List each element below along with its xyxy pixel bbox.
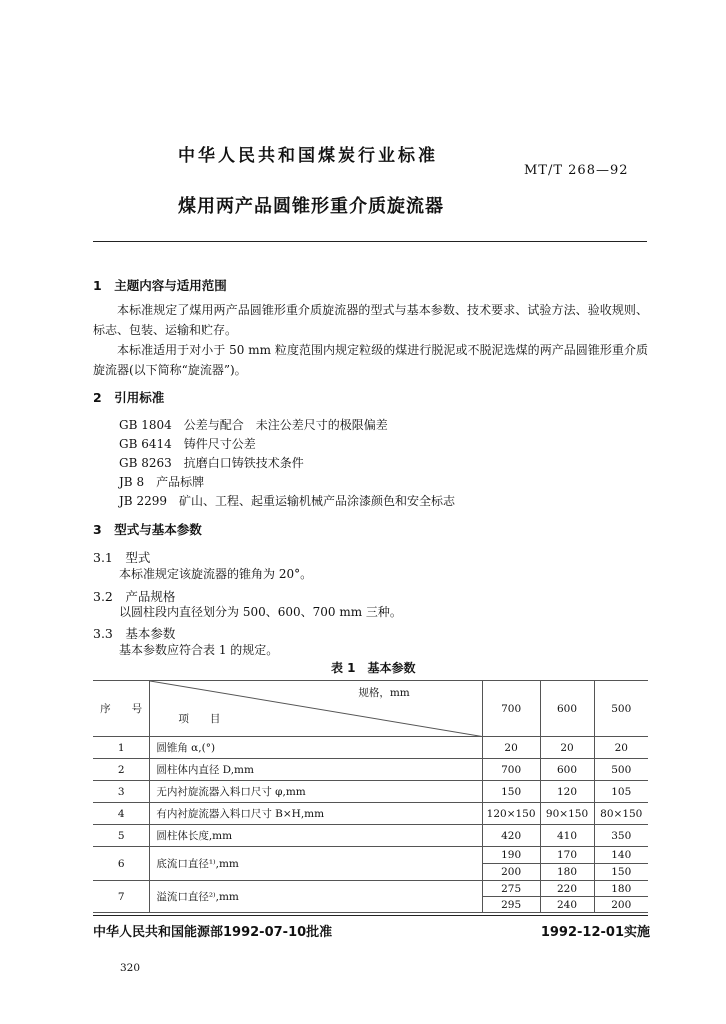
header-size-600: 600 [540, 681, 594, 737]
row-value: 190 [482, 847, 540, 864]
table-header-row [93, 681, 648, 737]
row-value: 200 [594, 897, 648, 913]
row-item: 圆柱体长度,mm [150, 825, 482, 847]
row-value: 700 [482, 759, 540, 781]
row-number: 4 [93, 803, 150, 825]
row-item: 圆柱体内直径 D,mm [150, 759, 482, 781]
standard-number: MT/T 268—92 [524, 163, 629, 178]
section-2-heading: 2 引用标准 [93, 390, 165, 405]
row-item: 溢流口直径²⁾,mm [150, 881, 482, 913]
row-value: 140 [594, 847, 648, 864]
row-value: 295 [482, 897, 540, 913]
reference-item: JB 8 产品标牌 [119, 475, 205, 489]
header-spec-item [150, 681, 482, 737]
section-3-3-text: 基本参数应符合表 1 的规定。 [119, 643, 279, 657]
header-size-700: 700 [482, 681, 540, 737]
row-number: 6 [93, 847, 150, 881]
row-value: 350 [594, 825, 648, 847]
header-size-500: 500 [594, 681, 648, 737]
org-title: 中华人民共和国煤炭行业标准 [178, 146, 438, 166]
section-1-heading: 1 主题内容与适用范围 [93, 278, 227, 293]
row-item: 无内衬旋流器入料口尺寸 φ,mm [150, 781, 482, 803]
reference-item: GB 8263 抗磨白口铸铁技术条件 [119, 456, 304, 470]
row-number: 2 [93, 759, 150, 781]
footer-rule [93, 915, 648, 916]
reference-item: GB 1804 公差与配合 未注公差尺寸的极限偏差 [119, 418, 388, 432]
row-value: 500 [594, 759, 648, 781]
row-value: 220 [540, 881, 594, 897]
page-number: 320 [120, 962, 141, 974]
table-row [93, 825, 648, 847]
section-3-3-heading: 3.3 基本参数 [93, 626, 176, 641]
row-value: 120 [540, 781, 594, 803]
row-item: 有内衬旋流器入料口尺寸 B×H,mm [150, 803, 482, 825]
row-value: 120×150 [482, 803, 540, 825]
table-caption: 表 1 基本参数 [331, 661, 416, 675]
document-title: 煤用两产品圆锥形重介质旋流器 [178, 196, 444, 217]
row-value: 200 [482, 864, 540, 881]
section-3-1-heading: 3.1 型式 [93, 550, 151, 565]
row-value: 20 [540, 737, 594, 759]
row-value: 180 [540, 864, 594, 881]
section-3-2-heading: 3.2 产品规格 [93, 589, 176, 604]
row-number: 1 [93, 737, 150, 759]
table-row [93, 803, 648, 825]
header-rule [93, 241, 647, 242]
row-value: 180 [594, 881, 648, 897]
effective-date: 1992-12-01实施 [540, 925, 650, 940]
row-value: 105 [594, 781, 648, 803]
row-value: 80×150 [594, 803, 648, 825]
row-number: 3 [93, 781, 150, 803]
row-value: 240 [540, 897, 594, 913]
header-diagonal [150, 681, 485, 737]
section-1-paragraph-2: 本标准适用于对小于 50 mm 粒度范围内规定粒级的煤进行脱泥或不脱泥选煤的两产品圆锥形重介质旋流器(以下简称“旋流器”)。 [93, 343, 648, 377]
section-3-heading: 3 型式与基本参数 [93, 522, 202, 537]
row-item: 底流口直径¹⁾,mm [150, 847, 482, 881]
section-3-2-text: 以圆柱段内直径划分为 500、600、700 mm 三种。 [119, 605, 402, 619]
row-value: 420 [482, 825, 540, 847]
table-row [93, 737, 648, 759]
row-value: 20 [482, 737, 540, 759]
header-seq: 序 号 [93, 681, 150, 737]
row-value: 410 [540, 825, 594, 847]
row-number: 5 [93, 825, 150, 847]
row-value: 150 [594, 864, 648, 881]
row-value: 20 [594, 737, 648, 759]
parameters-table [93, 680, 648, 913]
row-value: 150 [482, 781, 540, 803]
header-item: 项 目 [178, 713, 221, 725]
section-3-1-text: 本标准规定该旋流器的锥角为 20°。 [119, 567, 313, 581]
row-value: 170 [540, 847, 594, 864]
row-item: 圆锥角 α,(°) [150, 737, 482, 759]
table-row [93, 847, 648, 864]
reference-item: JB 2299 矿山、工程、起重运输机械产品涂漆颜色和安全标志 [119, 494, 455, 508]
row-value: 600 [540, 759, 594, 781]
row-value: 275 [482, 881, 540, 897]
reference-item: GB 6414 铸件尺寸公差 [119, 437, 256, 451]
row-number: 7 [93, 881, 150, 913]
table-row [93, 781, 648, 803]
header-spec: 规格，mm [358, 687, 410, 699]
issuer-line: 中华人民共和国能源部1992-07-10批准 [93, 925, 333, 940]
table-row [93, 881, 648, 897]
section-1-paragraph-1: 本标准规定了煤用两产品圆锥形重介质旋流器的型式与基本参数、技术要求、试验方法、验收规则、标志、包装、运输和贮存。 [93, 303, 648, 337]
table-row [93, 759, 648, 781]
row-value: 90×150 [540, 803, 594, 825]
